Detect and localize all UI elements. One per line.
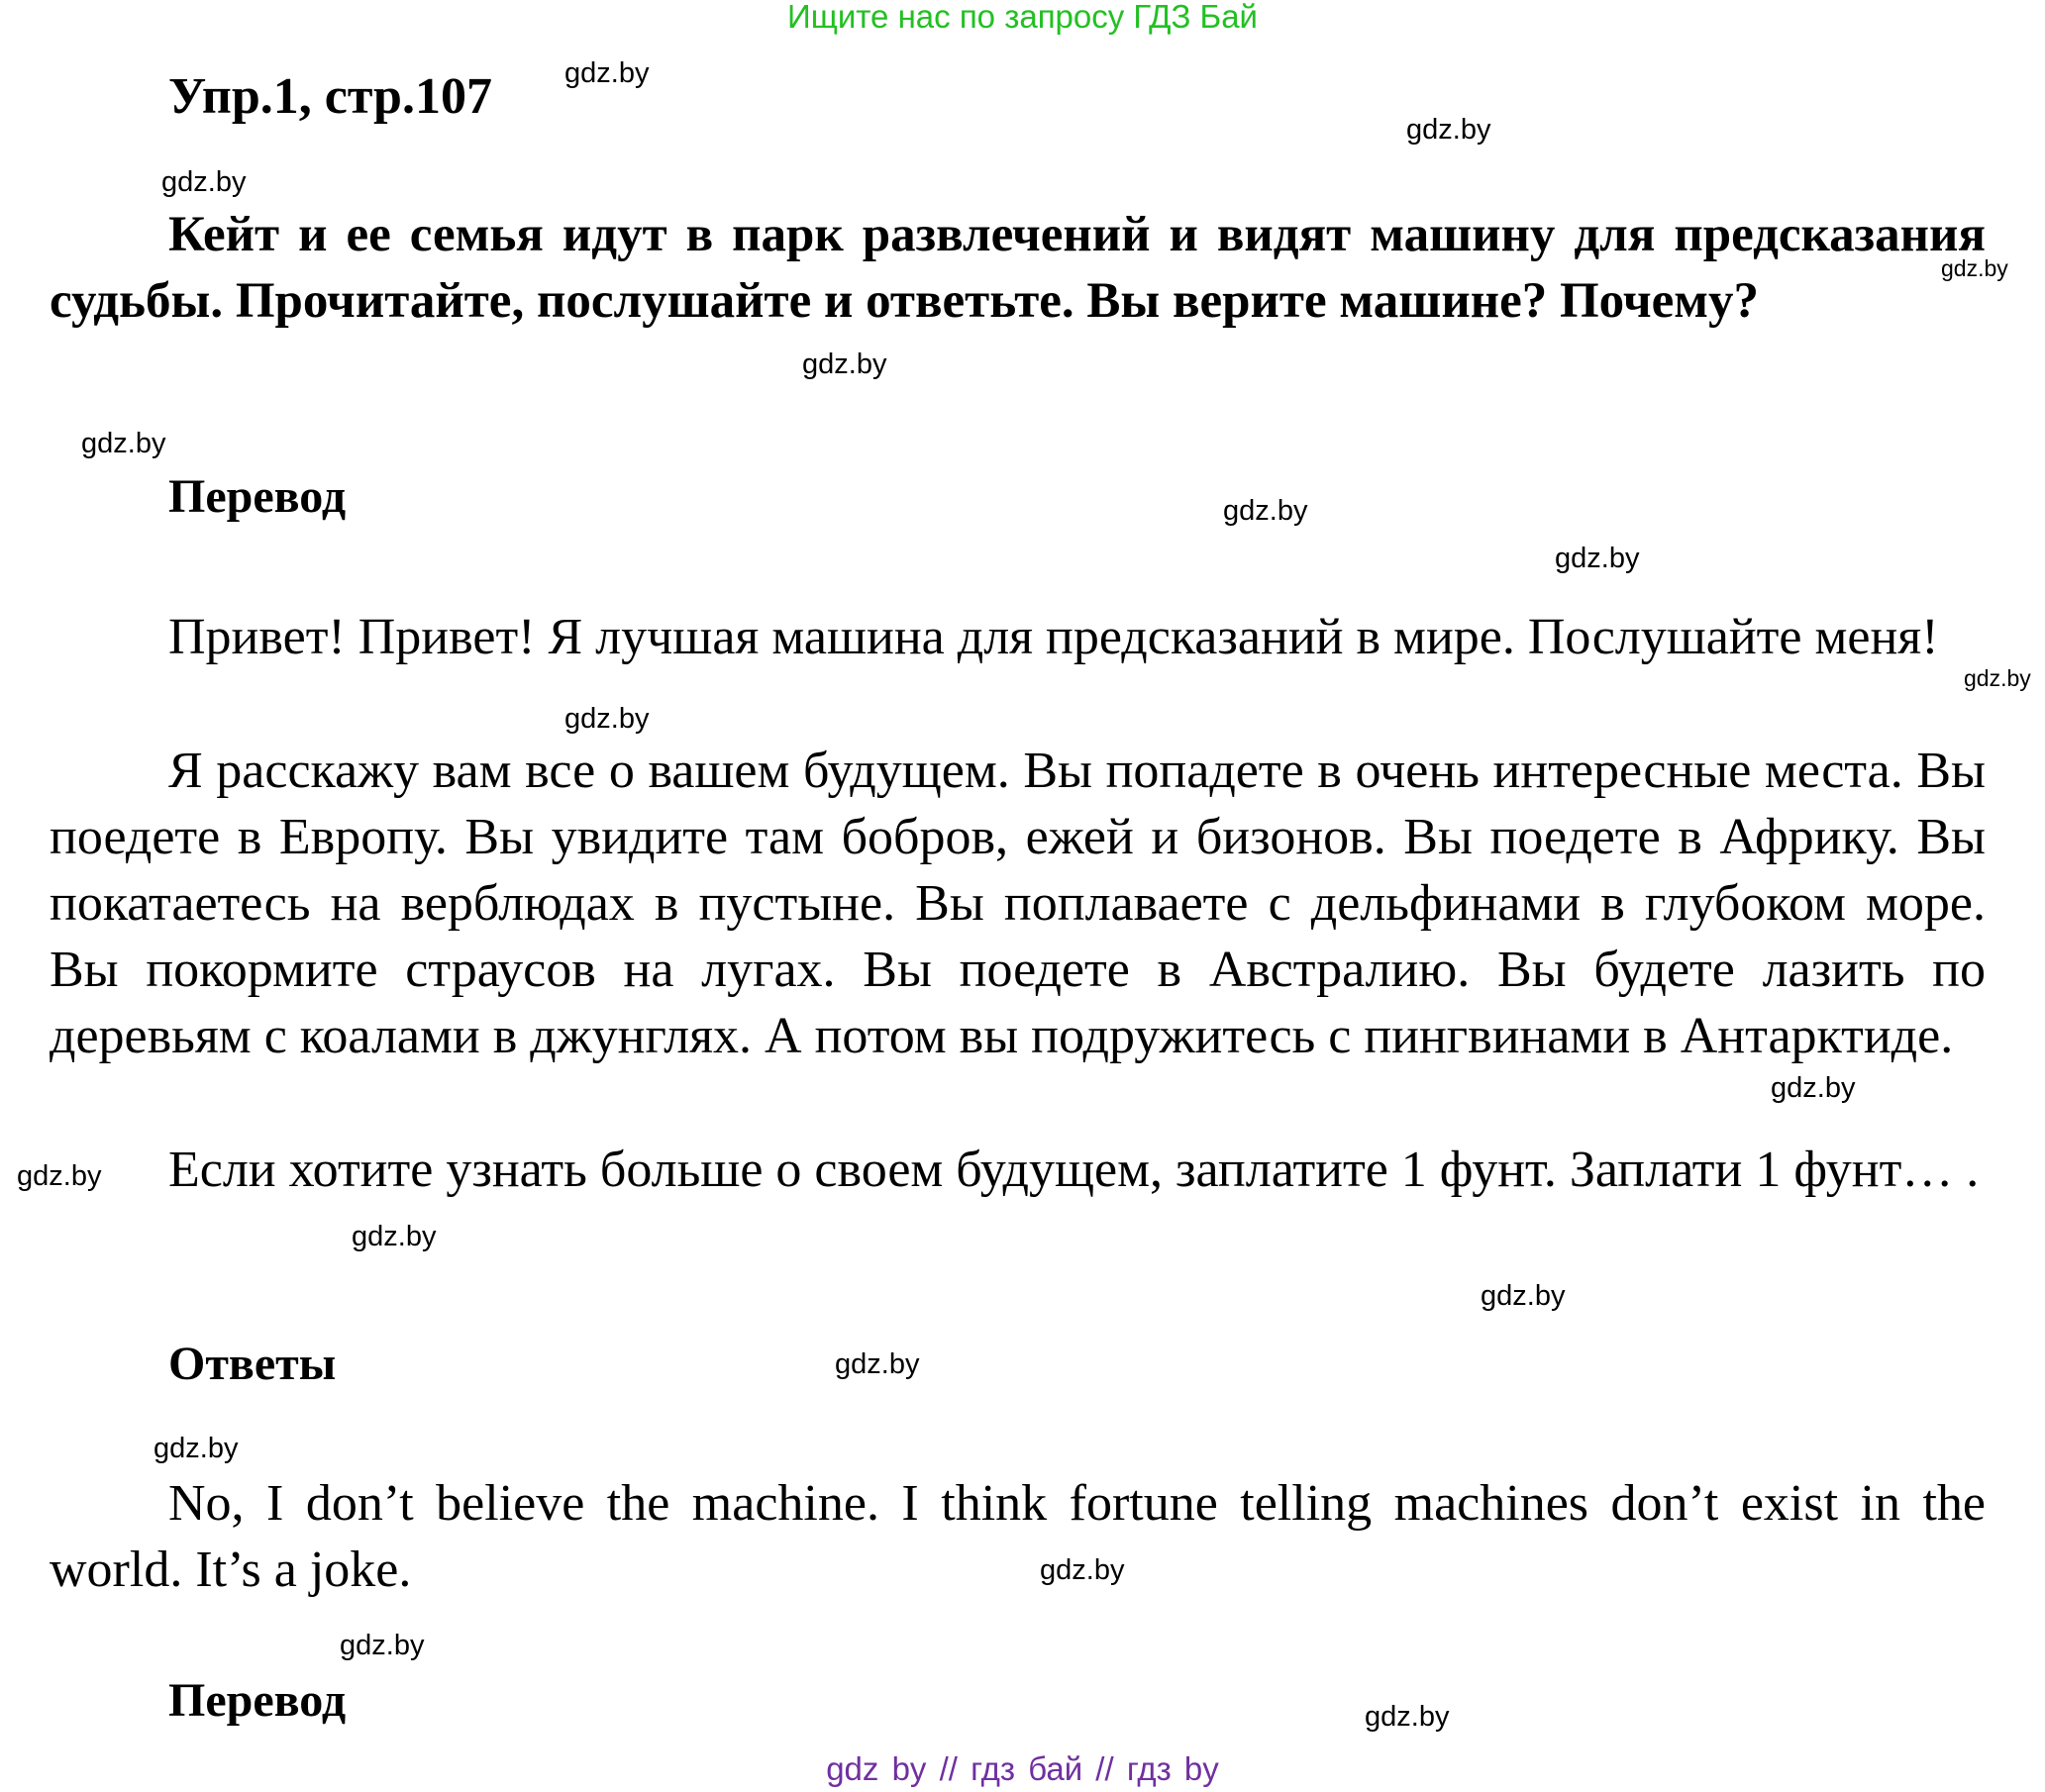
paragraph-future: Я расскажу вам все о вашем будущем. Вы попадете в очень интересные места. Вы поедете в Европу. Вы увидите там бобров, ежей и бизонов. Вы поедете в Африку. Вы покатаетесь на верблюдах в пустыне. Вы поплаваете с дельфинами в глубоком море. Вы покормите страусов на лугах. Вы поедете в Австралию. Вы будете лазить по деревьям с коалами в джунглях. А потом вы подружитесь с пингвинами в Антарктиде. xyxy=(50,743,1986,1064)
watermark: gdz.by xyxy=(1941,255,2008,281)
paragraph-payment: Если хотите узнать больше о своем будущем, заплатите 1 фунт. Заплати 1 фунт… . xyxy=(168,1142,1980,1198)
watermark: gdz.by xyxy=(835,1348,920,1380)
watermark: gdz.by xyxy=(564,703,650,735)
watermark: gdz.by xyxy=(1223,495,1308,527)
watermark: gdz.by xyxy=(1365,1701,1450,1733)
watermark: gdz.by xyxy=(81,428,166,459)
answer-text: No, I don’t believe the machine. I think fortune telling machines don’t exist in the world. It’s a joke. xyxy=(50,1475,1986,1598)
watermark: gdz.by xyxy=(802,348,887,380)
watermark: gdz.by xyxy=(352,1221,437,1252)
watermark: gdz.by xyxy=(161,166,247,198)
paragraph-greeting: Привет! Привет! Я лучшая машина для предсказаний в мире. Послушайте меня! xyxy=(168,609,1939,665)
watermark: gdz.by xyxy=(17,1160,102,1192)
watermark: gdz.by xyxy=(340,1630,425,1661)
heading-translation: Перевод xyxy=(168,470,347,523)
heading-translation-2: Перевод xyxy=(168,1674,347,1727)
watermark: gdz.by xyxy=(1040,1554,1125,1586)
site-banner: Ищите нас по запросу ГДЗ Бай xyxy=(787,0,1258,35)
watermark: gdz.by xyxy=(1481,1280,1566,1312)
exercise-title: Упр.1, стр.107 xyxy=(168,68,492,125)
watermark: gdz.by xyxy=(1555,543,1640,574)
watermark: gdz.by xyxy=(1406,114,1491,146)
heading-answers: Ответы xyxy=(168,1338,337,1390)
site-footer: gdz by // гдз бай // гдз by xyxy=(826,1750,1219,1787)
watermark: gdz.by xyxy=(1771,1072,1856,1104)
watermark: gdz.by xyxy=(1964,665,2031,691)
watermark: gdz.by xyxy=(153,1433,239,1464)
task-text: Кейт и ее семья идут в парк развлечений и видят машину для предсказания судьбы. Прочитайте, послушайте и ответьте. Вы верите машине? Почему? xyxy=(50,207,1986,329)
watermark: gdz.by xyxy=(564,57,650,89)
